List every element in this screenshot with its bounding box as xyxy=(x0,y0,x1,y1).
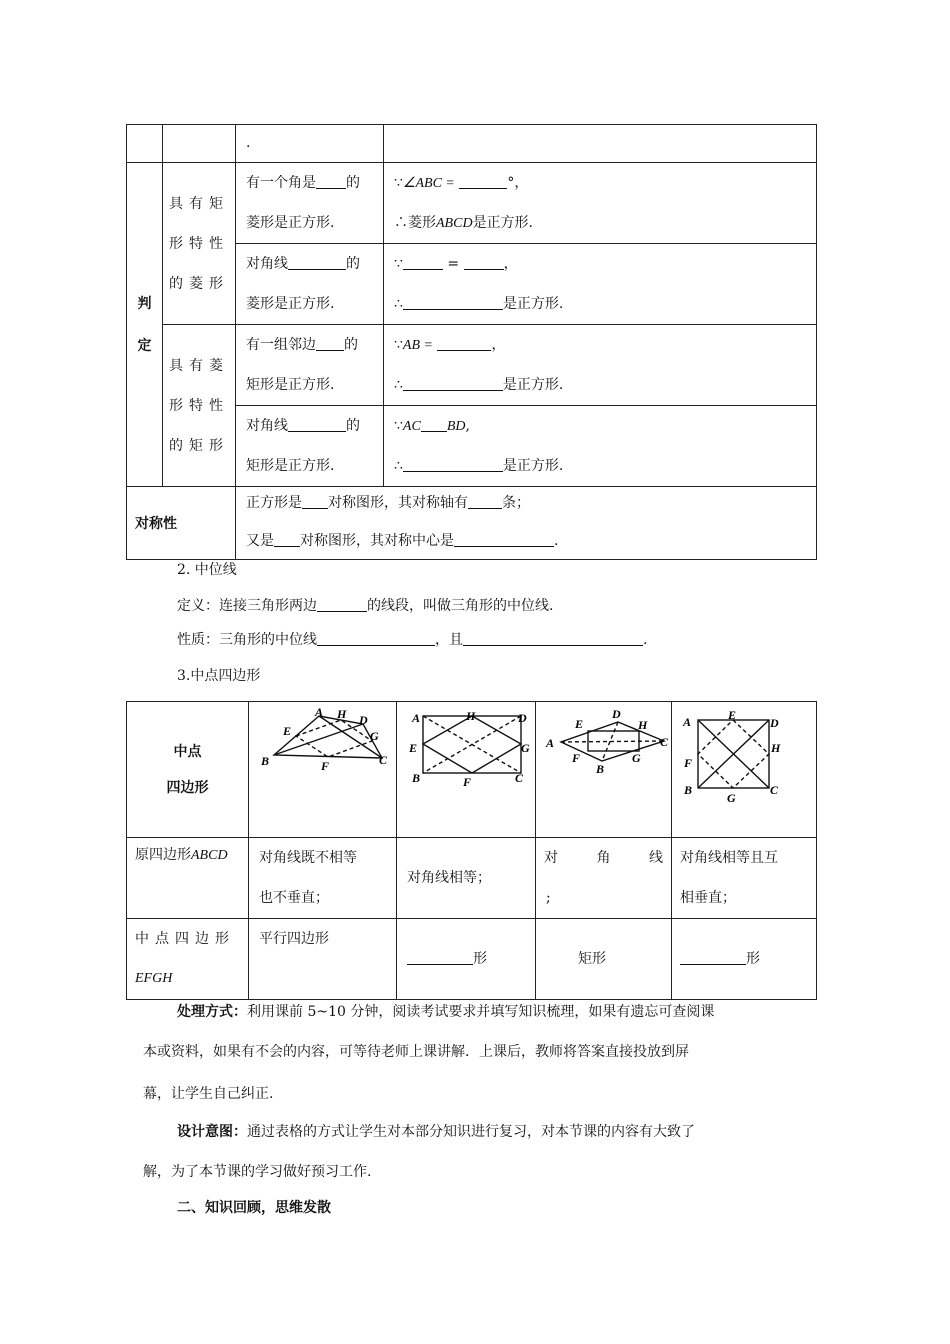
square-properties-table xyxy=(126,124,817,560)
blank[interactable] xyxy=(437,333,491,351)
figure-cell xyxy=(249,702,397,838)
original-quad-label xyxy=(127,838,249,919)
math: ABCD xyxy=(191,848,228,863)
text: 形 xyxy=(473,951,487,967)
header-line: 四边形 xyxy=(166,779,209,796)
text: 相垂直； xyxy=(680,890,736,906)
figure-general-quad xyxy=(249,702,395,836)
diagonal xyxy=(561,741,664,742)
text: 矩形是正方形. xyxy=(246,458,335,474)
midpoint-quad-label xyxy=(127,919,249,1000)
vertex-label: E xyxy=(409,741,418,755)
vertex-label: F xyxy=(572,751,581,765)
condition-cell xyxy=(236,406,384,487)
bold-label: 设计意图： xyxy=(177,1124,247,1140)
text: 对称图形，其对称中心是 xyxy=(300,533,454,549)
text: 条； xyxy=(502,495,530,511)
text: 菱形是正方形. xyxy=(246,215,335,231)
text: 对 xyxy=(544,850,558,866)
blank[interactable] xyxy=(403,252,443,270)
cell xyxy=(127,125,163,163)
cell xyxy=(672,838,817,919)
bold-label: 处理方式： xyxy=(177,1004,247,1020)
math: ∠ABC = xyxy=(402,176,455,191)
vertex-label: D xyxy=(770,716,779,730)
blank[interactable] xyxy=(464,252,504,270)
text: ∴菱形 xyxy=(394,215,436,231)
text: ∴ xyxy=(394,458,403,474)
math: AC xyxy=(402,419,421,434)
cell xyxy=(397,919,536,1000)
blank[interactable] xyxy=(317,594,367,612)
because: ∵ xyxy=(394,418,403,434)
text: 利用课前 5~10 分钟，阅读考试要求并填写知识梳理，如果有遗忘可查阅课 xyxy=(247,1004,715,1020)
blank[interactable] xyxy=(459,171,507,189)
vertex-label: A xyxy=(315,705,324,719)
label-line: 的矩形 xyxy=(169,437,229,454)
math: EFGH xyxy=(135,971,173,986)
group-rectangle-label xyxy=(163,325,236,487)
math: ABCD xyxy=(436,216,473,231)
because: ∵ xyxy=(394,175,403,191)
cell xyxy=(536,838,672,919)
vertex-label: F xyxy=(463,775,472,789)
vertex-label: B xyxy=(261,754,270,768)
condition-cell xyxy=(236,244,384,325)
blank[interactable] xyxy=(317,628,435,646)
vertex-label: A xyxy=(683,715,692,729)
text: 是正方形. xyxy=(502,458,564,474)
header-label xyxy=(127,702,249,838)
vertex-label: C xyxy=(379,753,388,767)
cell xyxy=(163,125,236,163)
math: BD xyxy=(446,419,466,434)
judge-label xyxy=(127,163,163,487)
vertex-label: A xyxy=(412,711,421,725)
blank[interactable] xyxy=(316,171,346,189)
vertex-label: G xyxy=(727,791,736,805)
text: 的 xyxy=(346,418,360,434)
blank[interactable] xyxy=(403,292,503,310)
vertex-label: E xyxy=(283,724,292,738)
text: 对角线 xyxy=(246,418,288,434)
processing-method-line2: 本或资料，如果有不会的内容，可等待老师上课讲解．上课后，教师将答案直接投放到屏 xyxy=(143,1044,689,1060)
vertex-label: C xyxy=(515,771,524,785)
text: 菱形是正方形. xyxy=(246,296,335,312)
vertex-label: H xyxy=(638,718,648,732)
vertex-label: H xyxy=(771,741,781,755)
text: 形 xyxy=(746,951,760,967)
blank[interactable] xyxy=(403,373,503,391)
text: 性质：三角形的中位线 xyxy=(177,632,317,648)
symmetry-label: 对称性 xyxy=(127,487,236,560)
cell xyxy=(536,919,672,1000)
text: 的 xyxy=(346,256,360,272)
proof-cell xyxy=(384,163,817,244)
text: 正方形是 xyxy=(246,495,302,511)
label-line: 形特性 xyxy=(169,397,229,414)
blank[interactable] xyxy=(302,491,328,509)
blank[interactable] xyxy=(680,947,746,965)
vertex-label: B xyxy=(412,771,421,785)
condition-cell xyxy=(236,163,384,244)
vertex-label: E xyxy=(728,708,737,722)
figure-cell xyxy=(536,702,672,838)
text: ，且 xyxy=(435,632,463,648)
figure-cell xyxy=(672,702,817,838)
header-line: 中点 xyxy=(173,743,202,760)
text: 也不垂直； xyxy=(259,890,329,906)
figure-cell xyxy=(397,702,536,838)
design-intent-line2: 解，为了本节课的学习做好预习工作. xyxy=(143,1164,372,1180)
cell xyxy=(384,125,817,163)
cell xyxy=(249,919,397,1000)
vertex-label: H xyxy=(337,707,347,721)
figure-equal-diagonals xyxy=(397,702,534,836)
text: 平行四边形 xyxy=(259,931,329,947)
text: 对角线 xyxy=(246,256,288,272)
blank[interactable] xyxy=(288,414,346,432)
blank[interactable] xyxy=(403,454,503,472)
text: 的线段，叫做三角形的中位线. xyxy=(367,598,554,614)
processing-method-line3: 幕，让学生自己纠正. xyxy=(143,1086,274,1102)
judge-char: 判 xyxy=(137,295,152,312)
midline-property xyxy=(177,620,647,660)
label-line: 的菱形 xyxy=(169,275,229,292)
text: 的 xyxy=(344,337,358,353)
proof-cell xyxy=(384,325,817,406)
label-line: 具有菱 xyxy=(169,357,229,374)
math: AB = xyxy=(402,338,433,353)
blank[interactable] xyxy=(468,491,502,509)
blank[interactable] xyxy=(463,628,643,646)
text: 对角线相等且互 xyxy=(680,850,778,866)
vertex-label: H xyxy=(466,709,476,723)
text: °， xyxy=(507,175,529,191)
cell xyxy=(236,125,384,163)
text: 是正方形. xyxy=(502,377,564,393)
text: . xyxy=(643,632,648,648)
text: , xyxy=(465,418,470,434)
cell xyxy=(397,838,536,919)
condition-cell xyxy=(236,325,384,406)
proof-cell xyxy=(384,406,817,487)
vertex-label: B xyxy=(596,762,605,776)
blank[interactable] xyxy=(274,529,300,547)
text: ， xyxy=(491,337,506,353)
midpoint-quad-table xyxy=(126,701,817,1000)
text: 矩形 xyxy=(578,951,606,967)
vertex-label: G xyxy=(632,751,641,765)
design-intent-line1 xyxy=(177,1112,695,1152)
symmetry-cell xyxy=(236,487,817,560)
vertex-label: G xyxy=(370,729,379,743)
blank[interactable] xyxy=(316,333,344,351)
text: 中点四边形 xyxy=(135,931,235,947)
text: ∴ xyxy=(394,296,403,312)
cell xyxy=(249,838,397,919)
vertex-label: C xyxy=(770,783,779,797)
label-line: 形特性 xyxy=(169,235,229,252)
cell xyxy=(672,919,817,1000)
text: ∴ xyxy=(394,377,403,393)
text: 矩形是正方形. xyxy=(246,377,335,393)
section-title-midpoint-quad: 3.中点四边形 xyxy=(177,668,261,684)
text: 定义：连接三角形两边 xyxy=(177,598,317,614)
text: 有一组邻边 xyxy=(246,337,316,353)
text: ， xyxy=(503,256,518,272)
figure-square xyxy=(672,702,815,836)
vertex-label: D xyxy=(612,707,621,721)
vertex-label: F xyxy=(321,759,330,773)
text: = xyxy=(447,256,460,272)
vertex-label: D xyxy=(518,711,527,725)
text: . xyxy=(554,533,559,549)
because: ∵ xyxy=(394,337,403,353)
dot-text: . xyxy=(246,135,251,151)
proof-cell xyxy=(384,244,817,325)
vertex-label: G xyxy=(521,741,530,755)
vertex-label: F xyxy=(684,756,693,770)
figure-perpendicular-diagonals xyxy=(536,702,670,836)
text: 有一个角是 xyxy=(246,175,316,191)
judge-char: 定 xyxy=(137,337,152,354)
text: ; xyxy=(546,890,551,906)
text: 角 xyxy=(596,850,611,866)
because: ∵ xyxy=(394,256,403,272)
blank[interactable] xyxy=(454,529,554,547)
text: 对角线相等； xyxy=(407,870,491,886)
vertex-label: A xyxy=(546,736,555,750)
section-title-midline: 2. 中位线 xyxy=(177,562,237,578)
vertex-label: D xyxy=(359,713,368,727)
text: 是正方形. xyxy=(502,296,564,312)
text: 通过表格的方式让学生对本部分知识进行复习，对本节课的内容有大致了 xyxy=(247,1124,695,1140)
text: 原四边形 xyxy=(135,847,191,863)
vertex-label: B xyxy=(684,783,693,797)
label-line: 具有矩 xyxy=(169,195,229,212)
text: 是正方形. xyxy=(472,215,534,231)
vertex-label: E xyxy=(575,717,584,731)
vertex-label: C xyxy=(660,735,669,749)
processing-method-line1 xyxy=(177,992,714,1032)
blank[interactable] xyxy=(407,947,473,965)
text: 又是 xyxy=(246,533,274,549)
blank[interactable] xyxy=(421,414,447,432)
text: 对称图形，其对称轴有 xyxy=(328,495,468,511)
text: 对角线既不相等 xyxy=(259,850,357,866)
group-rhombus-label xyxy=(163,163,236,325)
text: 的 xyxy=(346,175,360,191)
text: 线 xyxy=(649,850,663,866)
section-heading-2: 二、知识回顾，思维发散 xyxy=(177,1200,331,1216)
blank[interactable] xyxy=(288,252,346,270)
